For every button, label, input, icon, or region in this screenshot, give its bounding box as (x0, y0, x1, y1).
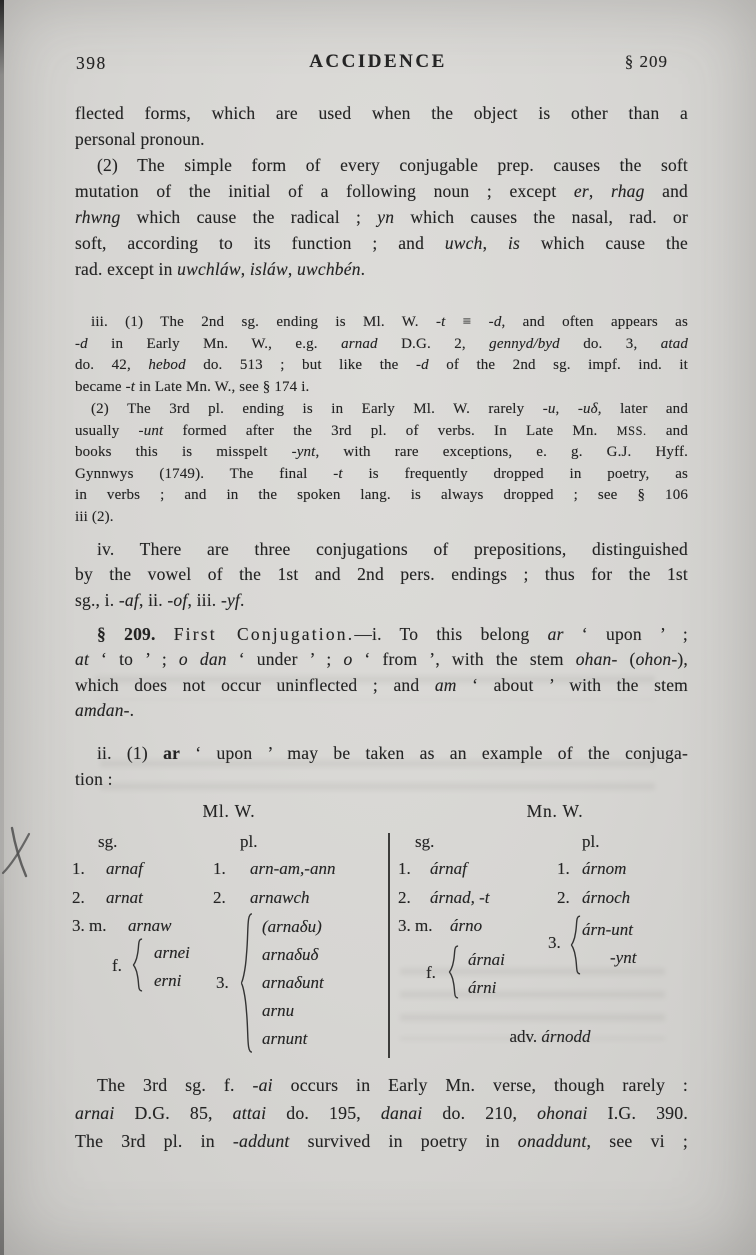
note-iii-2 (75, 399, 688, 529)
cell-form: arnunt (262, 1029, 308, 1048)
margin-x-mark (0, 820, 36, 886)
text-line: The 3rd sg. f. -ai occurs in Early Mn. verse, though rarely : (97, 1075, 688, 1095)
cell-num: 1. (398, 859, 411, 878)
cell-form: arnei (154, 943, 190, 962)
text-line: iii. (1) The 2nd sg. ending is Ml. W. -t ≡ -d, and often appears as (91, 314, 688, 330)
text-line: mutation of the initial of a following noun ; except er, rhag and (75, 181, 688, 201)
text-line: by the vowel of the 1st and 2nd pers. endings ; thus for the 1st (75, 564, 688, 585)
text-line: sg., i. -af, ii. -of, iii. -yf. (75, 589, 245, 610)
page-title: ACCIDENCE (309, 51, 447, 72)
paragraph-209-first-conjugation (75, 622, 688, 723)
note-iii-1 (75, 312, 688, 398)
text-line: ii. (1) ar ‘ upon ’ may be taken as an example of the conjuga- (97, 743, 688, 763)
paragraph-iv (75, 537, 688, 613)
cell-form: (arnaδu) (262, 917, 322, 936)
text-line: The 3rd pl. in -addunt survived in poetry in onaddunt, see vi ; (75, 1130, 688, 1151)
cell-num: 3. m. (398, 916, 433, 935)
cell-form: árn-unt (582, 920, 633, 939)
brace-ml-sg-f (132, 938, 143, 992)
text-line: rhwng which cause the radical ; yn which causes the nasal, rad. or (75, 207, 688, 227)
cell-form: -ynt (610, 948, 637, 967)
scan-gutter-edge (0, 0, 4, 1255)
text-line: iv. There are three conjugations of prepositions, distinguished (97, 539, 688, 559)
text-line: Gynnwys (1749). The final -t is frequently dropped in poetry, as (75, 465, 688, 482)
paragraph-ii-example (75, 740, 688, 792)
subheader-mn-sg: sg. (415, 832, 435, 851)
text-line: at ‘ to ’ ; o dan ‘ under ’ ; o ‘ from ’, with the stem ohan- (ohon-), (75, 649, 688, 670)
text-line: -d in Early Mn. W., e.g. arnad D.G. 2, gennyd/byd do. 3, atad (75, 335, 689, 352)
cell-num: 3. (216, 973, 229, 992)
text-line: became -t in Late Mn. W., see § 174 i. (75, 378, 310, 395)
cell-num: 1. (213, 859, 226, 878)
paradigm-table (70, 795, 690, 1067)
paragraph-3rd-sg-note (75, 1072, 688, 1155)
text-line: (2) The simple form of every conjugable prep. causes the soft (97, 155, 688, 175)
subheader-ml-pl: pl. (240, 832, 258, 851)
cell-form: árno (450, 916, 483, 935)
cell-num: 2. (72, 888, 85, 907)
cell-num: 1. (557, 859, 570, 878)
text-line: in verbs ; and in the spoken lang. is always dropped ; see § 106 (75, 487, 688, 504)
adv-label: adv. (509, 1027, 542, 1046)
cell-form: arnu (262, 1001, 295, 1020)
subheader-mn-pl: pl. (582, 832, 600, 851)
cell-num: 3. m. (72, 916, 107, 935)
text-line: amdan-. (75, 699, 135, 720)
text-line: iii (2). (75, 508, 114, 525)
text-line: soft, according to its function ; and uwch, is which cause the (75, 233, 688, 253)
text-line: usually -unt formed after the 3rd pl. of verbs. In Late Mn. MSS. and (75, 422, 688, 439)
subheader-ml-sg: sg. (98, 832, 118, 851)
cell-num: 2. (213, 888, 226, 907)
page-number: 398 (76, 53, 107, 73)
text-line: personal pronoun. (75, 129, 205, 149)
column-header-ml-w: Ml. W. (202, 801, 256, 821)
section-reference: § 209 (624, 52, 668, 71)
text-line: arnai D.G. 85, attai do. 195, danai do. 210, ohonai I.G. 390. (75, 1102, 688, 1123)
cell-form: arnawch (250, 888, 310, 907)
cell-f-label: f. (426, 963, 436, 982)
cell-form: árni (468, 978, 497, 997)
text-line: books this is misspelt -ynt, with rare exceptions, e. g. G.J. Hyff. (75, 444, 689, 461)
cell-form: arnaf (106, 859, 143, 878)
cell-form: árnom (582, 859, 627, 878)
paragraph-soft-mutation (75, 152, 688, 282)
text-line: rad. except in uwchláw, isláw, uwchbén. (75, 259, 366, 279)
cell-form: arnaw (128, 916, 172, 935)
cell-num: 1. (72, 859, 85, 878)
text-line: do. 42, hebod do. 513 ; but like the -d of the 2nd sg. impf. ind. it (75, 357, 688, 374)
paragraph-flected-forms (75, 100, 688, 152)
cell-form: arnat (106, 888, 143, 907)
cell-form: erni (154, 971, 182, 990)
text-line: which does not occur uninflected ; and am ‘ about ’ with the stem (75, 674, 688, 695)
text-line: tion : (75, 769, 113, 789)
text-line: flected forms, which are used when the object is other than a (75, 103, 688, 123)
cell-form: árnaf (430, 859, 467, 878)
cell-form: árnoch (582, 888, 631, 907)
cell-num: 3. (548, 933, 561, 952)
text-line: § 209. First Conjugation.—i. To this belong ar ‘ upon ’ ; (97, 624, 688, 644)
cell-f-label: f. (112, 956, 122, 975)
adv-value: árnodd (541, 1027, 591, 1046)
adverbial-form (430, 1027, 670, 1047)
table-divider (388, 833, 390, 1058)
cell-form: arn-am,-ann (250, 859, 336, 878)
brace-mn-sg-f (448, 945, 459, 999)
text-line: (2) The 3rd pl. ending is in Early Ml. W. rarely -u, -uδ, later and (91, 401, 688, 417)
cell-form: árnad, -t (430, 888, 490, 907)
brace-ml-pl-3 (240, 911, 253, 1055)
brace-mn-pl-3 (570, 915, 581, 975)
cell-form: árnai (468, 950, 505, 969)
cell-num: 2. (398, 888, 411, 907)
column-header-mn-w: Mn. W. (526, 801, 584, 821)
cell-form: arnaδuδ (262, 945, 319, 964)
cell-form: arnaδunt (262, 973, 324, 992)
cell-num: 2. (557, 888, 570, 907)
